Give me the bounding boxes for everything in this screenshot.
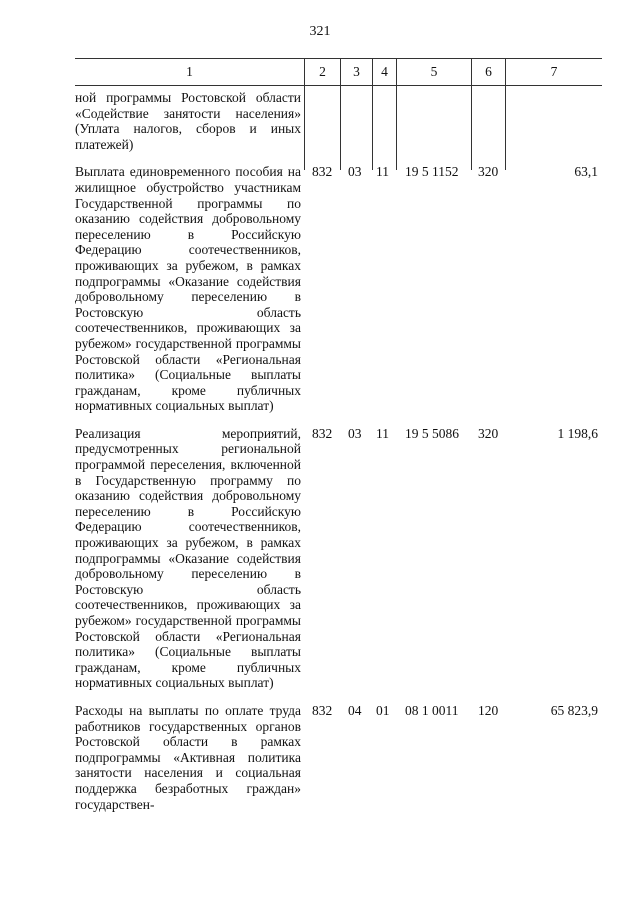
cell-expense-type: 320 (478, 164, 499, 180)
page-number: 321 (309, 24, 331, 39)
cell-subsection-code: 11 (376, 164, 389, 180)
table-row (75, 426, 602, 691)
cell-target-article: 19 5 1152 (405, 164, 459, 180)
cell-expense-type: 320 (478, 425, 499, 441)
cell-subsection-code: 01 (376, 702, 390, 718)
cell-expense-type: 120 (478, 702, 499, 718)
row-description: Реализация мероприятий, предусмотренных региональной программой переселения, включенной в Государственную программу по оказанию содействия добровольному переселению в Российскую Федерацию соотечественников, проживающих за рубежом, в рамках подпрограммы «Оказание содействия добровольному переселению в Ростовскую область соотечественников, проживающих за рубежом» государственной программы Ростовской области «Региональная политика» (Социальные выплаты гражданам, кроме публичных нормативных социальных выплат) (75, 425, 301, 691)
cell-amount: 65 823,9 (550, 702, 598, 718)
header-col-6: 6 (471, 59, 505, 85)
header-col-5: 5 (396, 59, 471, 85)
cell-ministry-code: 832 (312, 425, 333, 441)
header-col-7: 7 (505, 59, 602, 85)
cell-section-code: 03 (348, 425, 362, 441)
budget-table (75, 58, 602, 812)
cell-subsection-code: 11 (376, 425, 389, 441)
header-col-2: 2 (304, 59, 340, 85)
table-header-row (75, 58, 602, 86)
header-col-1: 1 (186, 64, 193, 79)
header-col-4: 4 (372, 59, 396, 85)
cell-ministry-code: 832 (312, 702, 333, 718)
cell-section-code: 03 (348, 164, 362, 180)
cell-ministry-code: 832 (312, 164, 333, 180)
header-col-3: 3 (340, 59, 372, 85)
cell-section-code: 04 (348, 702, 362, 718)
cell-target-article: 19 5 5086 (405, 425, 459, 441)
cell-target-article: 08 1 0011 (405, 702, 459, 718)
row-description: Расходы на выплаты по оплате труда работников государственных органов Ростовской области в рамках подпрограммы «Активная политика занятости населения и социальная поддержка безработных граждан» государствен- (75, 702, 301, 812)
table-row (75, 90, 602, 152)
cell-amount: 63,1 (574, 164, 598, 180)
row-description: Выплата единовременного пособия на жилищное обустройство участникам Государственной программы по оказанию содействия добровольному переселению в Российскую Федерацию соотечественников, проживающих за рубежом, в рамках подпрограммы «Оказание содействия добровольному переселению в Ростовскую область соотечественников, проживающих за рубежом» государственной программы Ростовской области «Региональная политика» (Социальные выплаты гражданам, кроме публичных нормативных социальных выплат) (75, 164, 301, 414)
table-row (75, 703, 602, 812)
cell-amount: 1 198,6 (557, 425, 598, 441)
table-row (75, 164, 602, 414)
row-description: ной программы Ростовской области «Содействие занятости населения» (Уплата налогов, сборов и иных платежей) (75, 90, 301, 152)
